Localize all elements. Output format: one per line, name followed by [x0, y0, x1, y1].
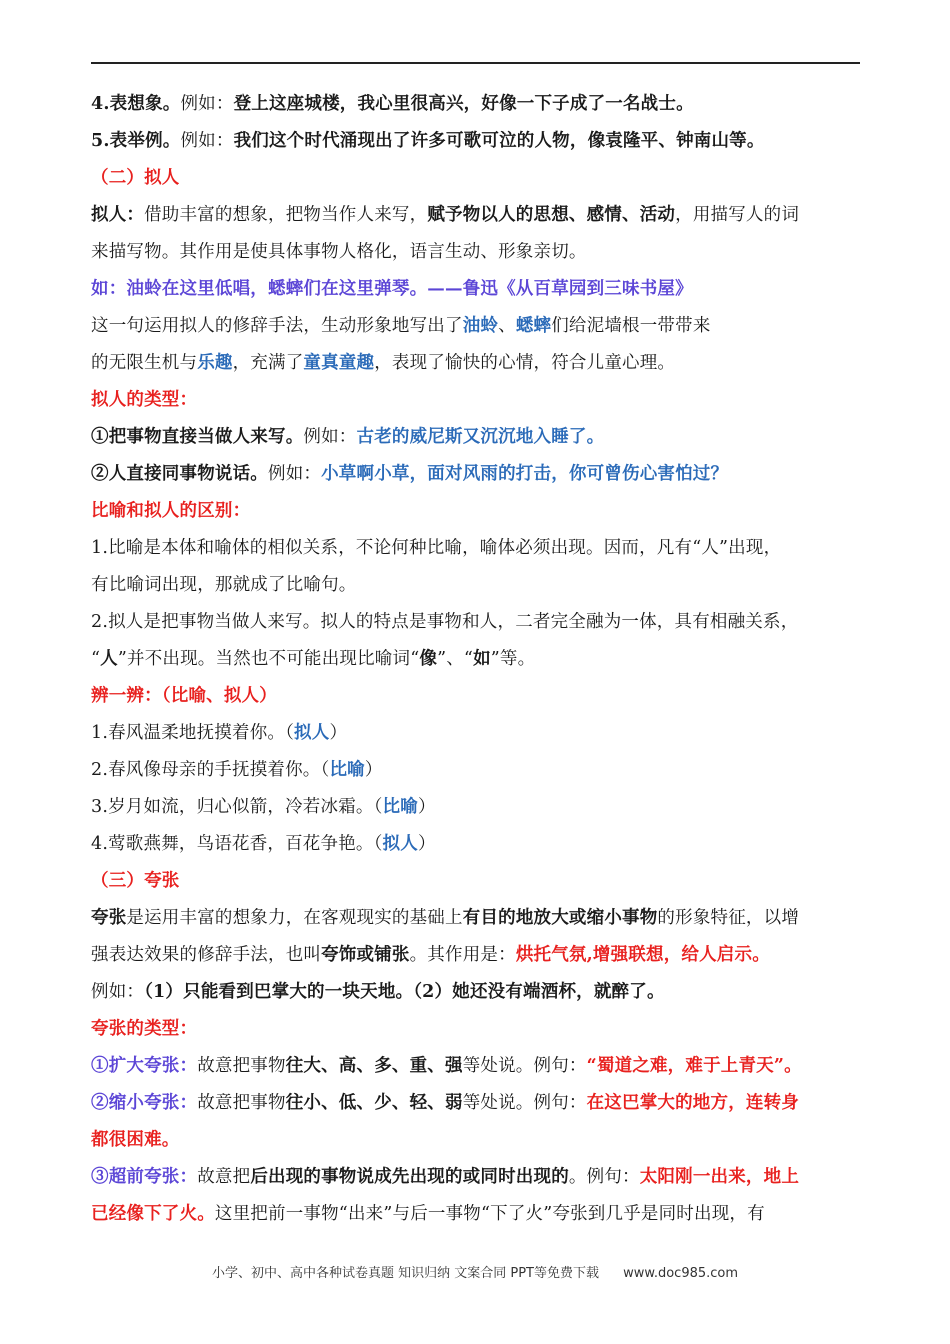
text-segment: 登上这座城楼，我心里很高兴，好像一下子成了一名战士。	[233, 94, 694, 114]
text-segment: ②缩小夸张：	[91, 1093, 198, 1113]
text-segment: 乐趣	[197, 353, 233, 373]
text-segment: “蜀道之难，难于上青天”。	[586, 1056, 802, 1076]
text-segment: 拟人	[382, 834, 418, 854]
text-segment: 4.表想象。	[91, 94, 181, 114]
text-segment: 比喻和拟人的区别：	[91, 501, 251, 521]
text-segment: 比喻	[329, 760, 365, 780]
text-line	[91, 536, 781, 560]
text-segment: 在这巴掌大的地方，连转身	[586, 1093, 800, 1113]
text-segment: 像	[419, 649, 438, 669]
text-segment: 夸张	[91, 908, 127, 928]
text-segment: ③超前夸张：	[91, 1167, 198, 1187]
text-segment: （二）拟人	[91, 168, 180, 188]
text-segment: 1.比喻是本体和喻体的相似关系，不论何种比喻，喻体必须出现。因而，凡有“人”出现，	[91, 538, 782, 558]
text-segment: 来描写物。其作用是使具体事物人格化，语言生动、形象亲切。	[91, 242, 587, 262]
text-segment: ，表现了愉快的心情，符合儿童心理。	[374, 353, 676, 373]
footer-link[interactable]: www.doc985.com	[623, 1266, 739, 1281]
text-line	[91, 499, 250, 523]
page-footer	[0, 1262, 950, 1281]
text-segment: 赋予物以人的思想、感情、活动	[427, 205, 676, 225]
text-segment: 。例句：	[568, 1167, 640, 1187]
text-segment: （三）夸张	[91, 871, 180, 891]
text-segment: 都很困难。	[91, 1130, 180, 1150]
text-segment: ”等。	[490, 649, 536, 669]
text-segment: 如：油蛉在这里低唱，蟋蟀们在这里弹琴。——鲁迅《从百草园到三味书屋》	[91, 279, 693, 299]
text-segment: 借助丰富的想象，把物当作人来写，	[144, 205, 428, 225]
text-segment: 我们这个时代涌现出了许多可歌可泣的人物，像袁隆平、钟南山等。	[233, 131, 765, 151]
text-segment: 油蛉	[462, 316, 499, 336]
text-segment: 比喻	[382, 797, 418, 817]
text-line	[91, 943, 770, 967]
text-segment: 故意把	[197, 1167, 251, 1187]
text-segment: 童真童趣	[303, 353, 375, 373]
text-segment: ）	[364, 760, 383, 780]
text-segment: 、	[498, 316, 516, 336]
text-line	[91, 1017, 197, 1041]
text-line	[91, 906, 799, 930]
text-line	[91, 425, 604, 449]
text-segment: 往大、高、多、重、强	[285, 1056, 463, 1076]
text-segment: 拟人：	[91, 205, 145, 225]
text-segment: 们给泥墙根一带带来	[551, 316, 711, 336]
text-line	[91, 1091, 799, 1115]
text-segment: 小草啊小草，面对风雨的打击，你可曾伤心害怕过？	[321, 464, 729, 484]
footer-text: 小学、初中、高中各种试卷真题 知识归纳 文案合同 PPT等免费下载	[211, 1266, 599, 1281]
text-segment: 往小、低、少、轻、弱	[285, 1093, 463, 1113]
text-line	[91, 832, 436, 856]
text-segment: 是运用丰富的想象力，在客观现实的基础上	[126, 908, 463, 928]
text-segment: 例如：	[303, 427, 357, 447]
text-segment: 已经像下了火。	[91, 1204, 215, 1224]
text-line	[91, 684, 277, 708]
text-line	[91, 203, 799, 227]
text-line	[91, 610, 798, 634]
text-segment: （1）只能看到巴掌大的一块天地。（2）她还没有端酒杯，就醉了。	[144, 982, 665, 1002]
text-line	[91, 1054, 802, 1078]
text-segment: 2.春风像母亲的手抚摸着你。（	[91, 760, 330, 780]
text-segment: ②人直接同事物说话。	[91, 464, 268, 484]
text-segment: 5.表举例。	[91, 131, 181, 151]
text-segment: 强表达效果的修辞手法，也叫	[91, 945, 322, 965]
text-segment: 3.岁月如流，归心似箭，冷若冰霜。（	[91, 797, 383, 817]
text-line	[91, 92, 694, 116]
text-segment: 有比喻词出现，那就成了比喻句。	[91, 575, 357, 595]
text-segment: 古老的威尼斯又沉沉地入睡了。	[356, 427, 605, 447]
text-segment: ①把事物直接当做人来写。	[91, 427, 304, 447]
text-segment: 夸饰或铺张	[321, 945, 410, 965]
text-segment: “	[91, 649, 101, 669]
text-segment: 2.拟人是把事物当做人来写。拟人的特点是事物和人，二者完全融为一体，具有相融关系，	[91, 612, 799, 632]
text-segment: 1.春风温柔地抚摸着你。（	[91, 723, 295, 743]
text-line	[91, 1165, 799, 1189]
text-line	[91, 647, 535, 671]
text-segment: 拟人的类型：	[91, 390, 198, 410]
text-line	[91, 277, 693, 301]
text-line	[91, 388, 197, 412]
text-line	[91, 462, 728, 486]
text-segment: ，充满了	[232, 353, 304, 373]
text-segment: ”、“	[437, 649, 474, 669]
text-segment: ）	[417, 834, 436, 854]
text-segment: 有目的地放大或缩小事物	[462, 908, 658, 928]
text-line	[91, 573, 357, 597]
text-line	[91, 351, 675, 375]
text-segment: 例如：	[180, 94, 234, 114]
text-segment: ）	[417, 797, 436, 817]
text-line	[91, 1128, 180, 1152]
text-segment: 故意把事物	[197, 1056, 286, 1076]
text-segment: 这一句运用拟人的修辞手法，生动形象地写出了	[91, 316, 463, 336]
text-segment: 人	[100, 649, 118, 669]
text-line	[91, 980, 665, 1004]
text-segment: 拟人	[294, 723, 330, 743]
text-segment: 例如：	[91, 982, 145, 1002]
text-segment: 故意把事物	[197, 1093, 286, 1113]
text-line	[91, 314, 711, 338]
text-line	[91, 869, 180, 893]
text-segment: 4.莺歌燕舞，鸟语花香，百花争艳。（	[91, 834, 383, 854]
text-line	[91, 795, 436, 819]
text-segment: ①扩大夸张：	[91, 1056, 198, 1076]
text-segment: 如	[473, 649, 491, 669]
text-segment: 例如：	[180, 131, 234, 151]
text-segment: 的形象特征，以增	[657, 908, 800, 928]
text-segment: 等处说。例句：	[462, 1093, 587, 1113]
text-segment: 这里把前一事物“出来”与后一事物“下了火”夸张到几乎是同时出现，有	[214, 1204, 765, 1224]
text-segment: ）	[329, 723, 348, 743]
text-segment: ，用描写人的词	[675, 205, 800, 225]
header-rule	[91, 62, 860, 64]
text-segment: 夸张的类型：	[91, 1019, 198, 1039]
text-segment: 辨一辨：（比喻、拟人）	[91, 686, 277, 706]
text-segment: 太阳刚一出来，地上	[639, 1167, 800, 1187]
text-line	[91, 758, 383, 782]
text-segment: 例如：	[268, 464, 322, 484]
text-line	[91, 721, 347, 745]
text-line	[91, 1202, 765, 1226]
text-segment: 等处说。例句：	[462, 1056, 587, 1076]
text-segment: 烘托气氛,增强联想，给人启示。	[515, 945, 770, 965]
text-segment: 。其作用是：	[409, 945, 516, 965]
text-segment: 后出现的事物说成先出现的或同时出现的	[250, 1167, 569, 1187]
text-line	[91, 240, 587, 264]
text-segment: ”并不出现。当然也不可能出现比喻词“	[117, 649, 420, 669]
text-segment: 蟋蟀	[515, 316, 552, 336]
text-line	[91, 129, 765, 153]
text-line	[91, 166, 180, 190]
text-segment: 的无限生机与	[91, 353, 198, 373]
